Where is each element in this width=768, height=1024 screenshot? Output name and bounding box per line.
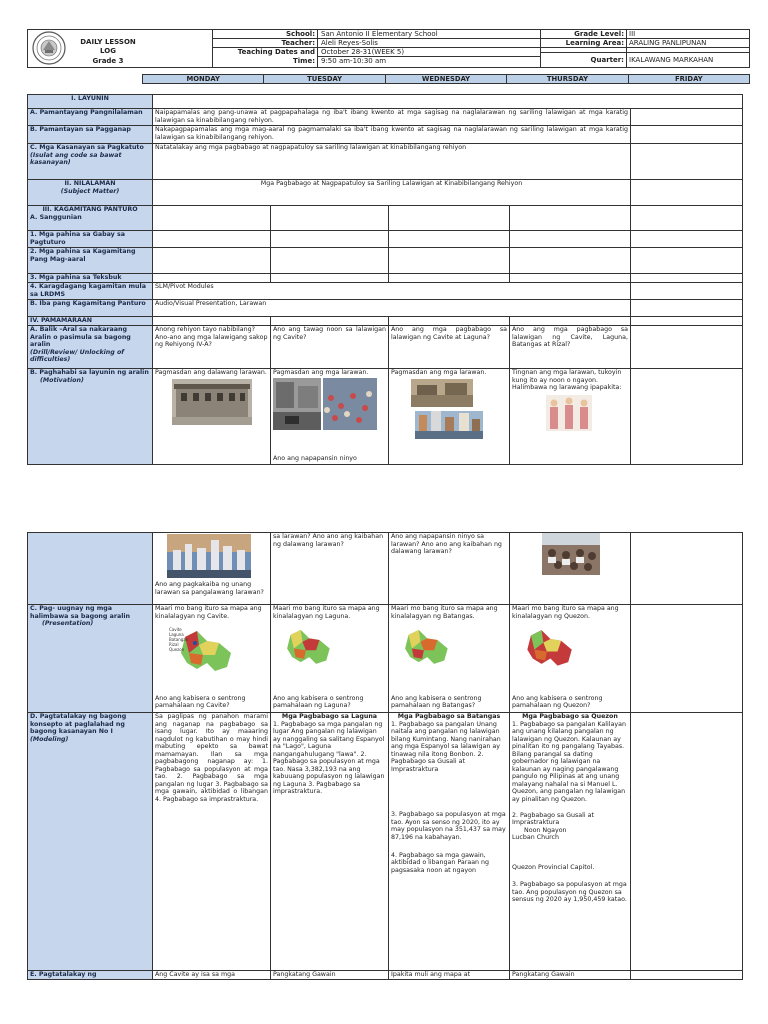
deped-seal-icon [32, 31, 66, 65]
modeling-tuesday-text: 1. Pagbabago sa mga pangalan ng lugar Ang pangalan ng lalawigan ay nanggaling sa salitang Espanyol na "Lago", Laguna nangangahulugang "lawa". 2. Pagbabago sa populasyon at mga tao. Nasa 3,382,193 na ang kabuuang populasyon ng lalawigan ng Laguna 3. Pagbabago sa imprastraktura. [273, 720, 385, 796]
modeling-sublabel: (Modeling) [30, 735, 69, 743]
motivation-tuesday-text: Pagmasdan ang mga larawan. [273, 369, 369, 376]
cell [271, 248, 389, 274]
cell [153, 274, 271, 283]
day-wednesday: WEDNESDAY [385, 75, 506, 83]
balik-aral-label-cell [28, 326, 153, 369]
calabarzon-map-icon [275, 623, 335, 669]
layunin-heading: I. LAYUNIN [28, 95, 153, 109]
presentation-monday-question: Ano ang kabisera o sentrong pamahalaan ng Cavite? [155, 694, 246, 710]
quarter-label: Quarter: [590, 56, 624, 64]
cell [631, 231, 743, 248]
cell [631, 274, 743, 283]
modeling-wednesday-text-c: 4. Pagbabago sa mga gawain, aktibidad o libangan Paraan ng pagsasaka noon at ngayon [391, 851, 490, 874]
presentation-wednesday-text: Maari mo bang ituro sa mapa ang kinalalagyan ng Batangas. [391, 605, 498, 620]
nilalaman-label-cell [28, 180, 153, 206]
cell [389, 274, 510, 283]
kasanayan-label: C. Mga Kasanayan sa Pagkatuto [30, 144, 144, 151]
balik-aral-sublabel: (Drill/Review/ Unlocking of difficulties) [30, 348, 125, 364]
teacher-label: Teacher: [281, 39, 315, 47]
map-legend: Quezon [169, 647, 185, 653]
presentation-label: C. Pag- uugnay ng mga halimbawa sa bagong aralin [30, 605, 130, 620]
presentation-thursday [510, 605, 631, 713]
modeling-thursday-text-c: Noon Ngayon [524, 826, 567, 834]
presentation-wednesday-question: Ano ang kabisera o sentrong pamahalaan ng Batangas? [391, 694, 482, 710]
teksbuk-label: 3. Mga pahina sa Teksbuk [28, 274, 153, 283]
cell [271, 317, 389, 326]
cell [389, 317, 510, 326]
friday-cell [631, 369, 743, 465]
balik-aral-wednesday: Ano ang mga pagbabago sa lalawigan ng Cavite at Laguna? [389, 326, 510, 369]
calabarzon-map-icon [393, 623, 453, 669]
motivation-sublabel: (Motivation) [40, 376, 84, 384]
presentation-monday [153, 605, 271, 713]
motivation-monday-text: Pagmasdan ang dalawang larawan. [155, 369, 267, 376]
modeling-tuesday-title: Mga Pagbabago sa Laguna [281, 713, 378, 720]
map-legend: Cavite [169, 627, 182, 633]
presentation-sublabel: (Presentation) [42, 620, 94, 628]
iba-pang-kagamitan-text: Audio/Visual Presentation, Larawan [153, 300, 631, 317]
quarter-value: IKALAWANG MARKAHAN [629, 56, 714, 64]
motivation-tuesday [271, 369, 389, 465]
friday-cell [631, 109, 743, 126]
modeling-thursday-text-f: 3. Pagbabago sa populasyon at mga tao. Ang populasyon ng Quezon sa sensus ng 2020 ay 1,950,459 katao. [512, 881, 627, 904]
pamantayan-pagganap-text: Nakapagpapamalas ang mga mag-aaral ng pagmamalaki sa iba't ibang kwento at sagisag na naglalarawan ng sariling lalawigan at mga karatig lalawigan sa kinabibilangang rehiyon. [153, 126, 631, 144]
modeling-thursday-title: Mga Pagbabago sa Quezon [522, 713, 618, 720]
cell [510, 231, 631, 248]
cell [153, 317, 271, 326]
time-value: 9:50 am-10:30 am [321, 57, 387, 65]
presentation-monday-text: Maari mo bang ituro sa mapa ang kinalalagyan ng Cavite. [155, 605, 262, 620]
map-legend: Rizal [169, 642, 179, 648]
motivation-monday [153, 369, 271, 465]
cell [153, 206, 271, 231]
continued-wednesday: Ano ang napapansin ninyo sa larawan? Ano ano ang kaibahan ng dalawang larawan? [389, 533, 510, 605]
balik-aral-thursday: Ano ang mga pagbabago sa lalawigan ng Cavite, Laguna, Batangas at Rizal? [510, 326, 631, 369]
friday-cell [631, 713, 743, 971]
day-friday: FRIDAY [628, 75, 749, 83]
cell [631, 206, 743, 231]
modeling-label-cell [28, 713, 153, 971]
kasanayan-label-cell [28, 144, 153, 180]
continued-label [28, 533, 153, 605]
e-pagtatalakay-label: E. Pagtatalakay ng [28, 971, 153, 980]
cell [510, 248, 631, 274]
header-divider [626, 29, 627, 68]
cell [631, 317, 743, 326]
modeling-thursday [510, 713, 631, 971]
cell [153, 231, 271, 248]
presentation-wednesday [389, 605, 510, 713]
day-monday: MONDAY [186, 75, 220, 83]
calabarzon-map-icon [167, 623, 237, 677]
kasanayan-sublabel: (Isulat ang code sa bawat kasanayan) [30, 151, 122, 167]
pamantayan-pagganap-label: B. Pamantayan sa Pagganap [28, 126, 153, 144]
grade-label: Grade 3 [92, 56, 124, 65]
modeling-tuesday [271, 713, 389, 971]
nilalaman-text: Mga Pagbabago at Nagpapatuloy sa Sariling Lalawigan at Kinabibilangang Rehiyon [153, 180, 631, 206]
street-crowd-photos [273, 378, 377, 430]
friday-cell [631, 971, 743, 980]
learning-area-label: Learning Area: [565, 39, 624, 47]
motivation-wednesday [389, 369, 510, 465]
teacher-value: Aleli Reyes-Solis [321, 39, 378, 47]
motivation-thursday-text: Tingnan ang mga larawan, tukoyin kung ito ay noon o ngayon. Halimbawa ng larawang ipapakita: [512, 369, 622, 392]
map-legend: Batangas [169, 637, 188, 643]
friday-cell [631, 180, 743, 206]
cell [271, 274, 389, 283]
sanggunian-label: A. Sanggunian [30, 213, 82, 221]
friday-cell [631, 144, 743, 180]
presentation-thursday-text: Maari mo bang ituro sa mapa ang kinalalagyan ng Quezon. [512, 605, 619, 620]
e-row-thursday: Pangkatang Gawain [510, 971, 631, 980]
lrdms-label: 4. Karagdagang kagamitan mula sa LRDMS [28, 283, 153, 300]
old-building-photo [172, 379, 252, 425]
e-row-monday: Ang Cavite ay isa sa mga [153, 971, 271, 980]
balik-aral-tuesday: Ano ang tawag noon sa lalawigan ng Cavite? [271, 326, 389, 369]
friday-cell [631, 126, 743, 144]
map-legend: Laguna [169, 632, 184, 638]
pamantayang-pangnilalaman-text: Naipapamalas ang pang-unawa at pagpapahalaga ng iba't ibang kwento at mga sagisag na naglalarawan ng sariling lalawigan at mga karatig lalawigan sa kinabibilangang rehiyon. [153, 109, 631, 126]
motivation-thursday [510, 369, 631, 465]
lesson-table-page2 [27, 532, 743, 980]
cell [389, 248, 510, 274]
kagamitan-label: III. KAGAMITANG PANTURO [42, 206, 138, 213]
modeling-monday: Sa paglipas ng panahon marami ang naganap na pagbabago sa isang lugar. Ito ay maaaring nagdulot ng kabutihan o may hindi mabuting epekto sa bawat mamamayan. Ilan sa mga pagbabagong naganap ay: 1. Pagbabago sa populasyon at mga tao. 2. Pagbabago sa mga pangalan ng lugar 3. Pagbabago sa mga gawain, aktibidad o libangan 4. Pagbabago sa imprastraktura. [153, 713, 271, 971]
layunin-blank [153, 95, 743, 109]
nilalaman-label: II. NILALAMAN [64, 180, 116, 187]
friday-cell [631, 326, 743, 369]
day-header-row [142, 74, 750, 84]
dates-value: October 28-31(WEEK 5) [321, 48, 405, 56]
cell [389, 206, 510, 231]
cell [510, 274, 631, 283]
school-label: School: [286, 30, 315, 38]
learning-area-value: ARALING PANLIPUNAN [629, 39, 707, 47]
kagamitan-label-cell [28, 206, 153, 231]
motivation-tuesday-question: Ano ang napapansin ninyo [273, 455, 357, 463]
modeling-wednesday-text-b: 3. Pagbabago sa populasyon at mga tao. Ayon sa senso ng 2020, ito ay may populasyon na 351,437 sa may 87,196 na kabahayan. [391, 811, 506, 842]
lrdms-text: SLM/Pivot Modules [153, 283, 631, 300]
motivation-label: B. Paghahabi sa layunin ng aralin [30, 369, 149, 376]
modeling-wednesday-title: Mga Pagbabago sa Batangas [397, 713, 501, 720]
grade-level-value: III [629, 30, 636, 38]
motivation-wednesday-text: Pagmasdan ang mga larawan. [391, 369, 487, 376]
iba-pang-kagamitan-label: B. Iba pang Kagamitang Panturo [28, 300, 153, 317]
river-new-photo [415, 411, 483, 439]
continued-tuesday: sa larawan? Ano ano ang kaibahan ng dalawang larawan? [271, 533, 389, 605]
dates-label: Teaching Dates and [237, 48, 315, 56]
day-thursday: THURSDAY [506, 75, 627, 83]
kagamitang-pahina-label: 2. Mga pahina sa Kagamitang Pang Mag-aaral [28, 248, 153, 274]
classroom-photo [542, 533, 600, 575]
friday-cell [631, 533, 743, 605]
pamamaraan-label: IV. PAMAMARAAN [28, 317, 153, 326]
header-divider [317, 29, 318, 68]
e-row-wednesday: Ipakita muli ang mapa at [389, 971, 510, 980]
friday-cell [631, 605, 743, 713]
lesson-table-page1 [27, 94, 743, 465]
pamantayang-pangnilalaman-label: A. Pamantayang Pangnilalaman [28, 109, 153, 126]
time-label: Time: [292, 57, 315, 65]
presentation-tuesday-text: Maari mo bang ituro sa mapa ang kinalalagyan ng Laguna. [273, 605, 380, 620]
presentation-tuesday-question: Ano ang kabisera o sentrong pamahalaan ng Laguna? [273, 694, 364, 710]
traditional-clothing-photo [546, 395, 592, 431]
header-divider [540, 52, 750, 53]
nilalaman-sublabel: (Subject Matter) [60, 187, 120, 195]
kasanayan-text: Natatalakay ang mga pagbabago at nagpapatuloy sa sariling lalawigan at kinabibilangang rehiyon [153, 144, 631, 180]
cell [510, 317, 631, 326]
friday-cell [631, 300, 743, 317]
river-old-photo [411, 379, 473, 407]
document-title: DAILY LESSON LOG [80, 38, 136, 56]
presentation-tuesday [271, 605, 389, 713]
cell [153, 248, 271, 274]
gabay-label: 1. Mga pahina sa Gabay sa Pagtuturo [28, 231, 153, 248]
modeling-label: D. Pagtatalakay ng bagong konsepto at paglalahad ng bagong kasanayan No I [30, 713, 127, 736]
presentation-label-cell [28, 605, 153, 713]
friday-cell [631, 283, 743, 300]
motivation-label-cell [28, 369, 153, 465]
presentation-thursday-question: Ano ang kabisera o sentrong pamahalaan ng Quezon? [512, 694, 603, 710]
continued-thursday [510, 533, 631, 605]
modeling-wednesday [389, 713, 510, 971]
balik-aral-monday: Anong rehiyon tayo nabibilang? Ano-ano ang mga lalawigang sakop ng Rehiyong IV-A? [153, 326, 271, 369]
calabarzon-map-icon [514, 623, 578, 671]
school-value: San Antonio II Elementary School [321, 30, 438, 38]
modeling-wednesday-text-a: 1. Pagbabago sa pangalan Unang naitala ang pangalan ng lalawigan bilang Kumintang. Nang nanirahan ang mga Espanyol sa lalawigan ay tinawag nila itong Bonbon. 2. Pagbabago sa Gusali at Imprastraktura [391, 720, 501, 773]
city-skyline-photo [167, 534, 251, 578]
cell [271, 206, 389, 231]
e-row-tuesday: Pangkatang Gawain [271, 971, 389, 980]
grade-level-label: Grade Level: [574, 30, 624, 38]
modeling-thursday-text-e: Quezon Provincial Capitol. [512, 863, 595, 871]
cell [631, 248, 743, 274]
balik-aral-label: A. Balik –Aral sa nakaraang Aralin o pasimula sa bagong aralin [30, 326, 131, 349]
cell [510, 206, 631, 231]
continued-monday-text: Ano ang pagkakaiba ng unang larawan sa pangalawang larawan? [155, 581, 264, 596]
modeling-thursday-text-d: Lucban Church [512, 834, 559, 842]
cell [271, 231, 389, 248]
continued-monday [153, 533, 271, 605]
day-tuesday: TUESDAY [263, 75, 384, 83]
modeling-thursday-text-b: 2. Pagbabago sa Gusali at Imprastraktura [512, 811, 594, 827]
modeling-thursday-text-a: 1. Pagbabago sa pangalan Kalilayan ang unang kilalang pangalan ng lalawigan ng Quezon. Kalaunan ay pinalitan ito ng pangalang Tayabas. Bilang parangal sa dating gobernador ng lalawigan na kalaunan ay naging pangalawang pangulo ng Pilipinas at ang unang malayang nahalal na si Manuel L. Quezon, ang pangalan ng lalawigan ay pinalitan ng Quezon. [512, 720, 626, 804]
dll-title-block [72, 38, 144, 66]
cell [389, 231, 510, 248]
